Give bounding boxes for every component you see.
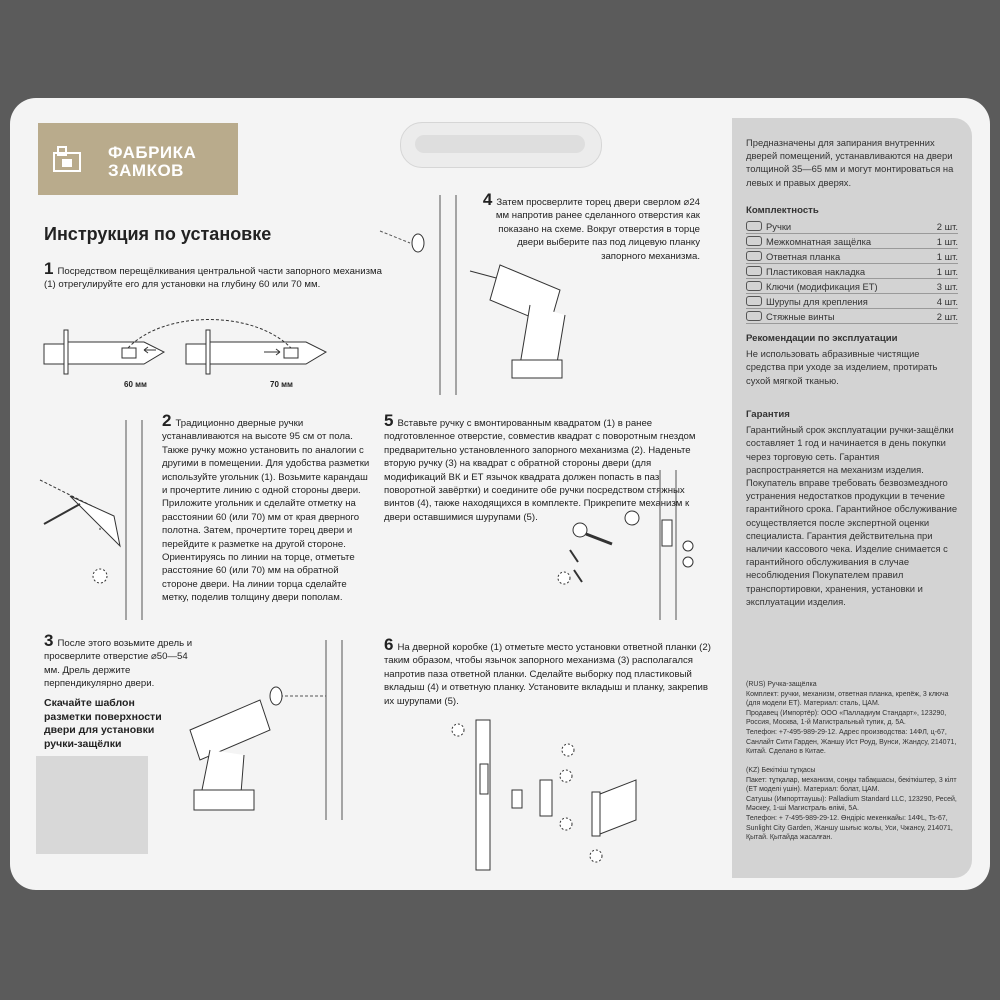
care-title: Рекомендации по эксплуатации	[746, 333, 898, 344]
kit-section	[746, 204, 958, 324]
warranty-title: Гарантия	[746, 409, 790, 420]
hang-hole	[400, 122, 602, 168]
warranty-text: Гарантийный срок эксплуатации ручки-защёлки составляет 1 год и начинается в день покупки через торговую сеть. Гарантия распространяется на механизм изделия. Покупатель вправе требовать безвозмездного устранения недостатков продукции в течение гарантийного срока. Гарантийное обслуживание осуществляется после экспертной оценки специалиста. Гарантия действительна при наличии кассового чека. Изделие снимается с гарантийного обслуживания в случае несоблюдения Покупателем правил транспортировки, хранения, установки и эксплуатации изделия.	[746, 424, 958, 607]
latch-icon	[746, 236, 762, 246]
brand-line1: ФАБРИКА	[108, 143, 197, 162]
kit-title: Комплектность	[746, 205, 819, 216]
step-5-number: 5	[384, 411, 394, 430]
step-4-text: Затем просверлите торец двери сверлом ⌀24 мм напротив ранее сделанного отверстия как показано на схеме. Вокруг отверстия в торце двери выберите паз под лицевую планку запорного механизма.	[495, 197, 700, 262]
download-template-note: Скачайте шаблон разметки поверхности двери для установки ручки-защёлки	[44, 697, 162, 750]
step-6	[384, 635, 714, 708]
qr-placeholder	[36, 756, 148, 854]
kz-legal-text: (KZ) Бекіткіш тұтқасы Пакет: тұтқалар, механизм, соңқы табақшасы, бекіткіштер, 3 кілт (ET моделі үшін). Материал: болат, ЦАМ. Сатушы (Импорттаушы): Palladium Standard LLC, 123290, Ресей, Мәскеу, 1-ші Магистраль өлімі, 5А. Телефон: + 7-495-989-29-12. Өндіріс мекенжайы: 14ФL, Ts-67, Sunlight City Garden, Жаншу шығыс жолы, Уси, Чжансу, 214071, Қытай. Қытайда жасалған.	[746, 767, 957, 842]
kit-row: Стяжные винты 2 шт.	[746, 309, 958, 324]
label-70mm: 70 мм	[270, 380, 293, 389]
step-1-text: Посредством перещёлкивания центральной части запорного механизма (1) отрегулируйте его для установки на глубину 60 или 70 мм.	[44, 266, 382, 291]
kit-list	[746, 219, 958, 324]
drill-door-edge-illustration	[380, 195, 580, 395]
brand-logo	[38, 123, 238, 195]
step-2-text: Традиционно дверные ручки устанавливаются на высоте 95 см от пола. Также ручку можно установить по аналогии с другими в помещении. Для удобства разметки используйте угольник (1). Возьмите карандаш и прочертите линию с одной стороны двери. Приложите угольник и сделайте отметку на расстоянии 60 (или 70) мм от края дверного полотна. Затем, прочертите торец двери и перейдите к разметке на другой стороне. Ориентируясь по линии на торце, отметьте расстояние 60 (или 70) мм на обратной стороне двери. На линии торца сделайте метку, поделив толщину двери пополам.	[162, 418, 370, 604]
kit-row: Ручки 2 шт.	[746, 219, 958, 234]
step-3-text: После этого возьмите дрель и просверлите отверстие ⌀50—54 мм. Дрель держите перпендикулярно двери.	[44, 638, 193, 690]
step-3	[44, 631, 194, 691]
strike-plate-icon	[746, 251, 762, 261]
kit-row: Межкомнатная защёлка 1 шт.	[746, 234, 958, 249]
care-section	[746, 332, 958, 387]
step-6-number: 6	[384, 635, 394, 654]
step-1-number: 1	[44, 259, 54, 278]
step-5-text: Вставьте ручку с вмонтированным квадратом (1) в ранее подготовленное отверстие, совместив квадрат с поворотным гнездом предварительно установленного запорного механизма (2). Наденьте вторую ручку (3) на квадрат с обратной стороны двери (для модификаций ВК и ЕТ язычок квадрата должен попасть в паз поворотной завёртки) и соедините обе ручки посредством стяжных винтов (4), также находящихся в комплекте. Прикрепите механизм к двери оставшимися шурупами (5).	[384, 418, 696, 523]
drill-door-face-illustration	[180, 640, 360, 820]
latch-depth-illustration	[44, 320, 334, 380]
screw-icon	[746, 296, 762, 306]
warranty-section	[746, 408, 958, 608]
plastic-insert-icon	[746, 266, 762, 276]
bolt-icon	[746, 311, 762, 321]
step-1	[44, 259, 384, 292]
marking-square-illustration	[40, 420, 160, 620]
step-2-number: 2	[162, 411, 172, 430]
rus-legal-text: (RUS) Ручка-защёлка Комплект: ручки, механизм, ответная планка, крепёж, 3 ключа (для модели ET). Материал: сталь, ЦАМ. Продавец (Импортёр): ООО «Палладиум Стандарт», 123290, Россия, Москва, 1-й Магистральный тупик, д. 5А. Телефон: +7-495-989-29-12. Адрес производства: 14ФЛ, ц-67, Санлайт Сити Гарден, Жаншу Ист Роуд, Вунси, Жандсу, 214071, Китай. Сделано в Китае.	[746, 681, 957, 756]
label-60mm: 60 мм	[124, 380, 147, 389]
step-6-text: На дверной коробке (1) отметьте место установки ответной планки (2) таким образом, чтобы язычок запорного механизма (3) располагался напротив паза ответной планки. Сделайте выборку под пластиковый вкладыш (4) и ответную планку. Установите вкладыш и планку, закрепив их шурупами (5).	[384, 642, 711, 707]
page-title: Инструкция по установке	[44, 224, 272, 244]
lock-factory-icon	[52, 145, 82, 173]
key-icon	[746, 281, 762, 291]
strike-plate-illustration	[440, 720, 640, 870]
kit-row: Шурупы для крепления 4 шт.	[746, 294, 958, 309]
panel-intro: Предназначены для запирания внутренних дверей помещений, устанавливаются на двери толщиной 35—65 мм и могут монтироваться на левых и правых дверях.	[746, 137, 954, 188]
kit-row: Ключи (модификация ET) 3 шт.	[746, 279, 958, 294]
step-4-number: 4	[482, 190, 493, 209]
step-3-number: 3	[44, 631, 54, 650]
kit-row: Пластиковая накладка 1 шт.	[746, 264, 958, 279]
kit-row: Ответная планка 1 шт.	[746, 249, 958, 264]
step-2	[162, 411, 370, 605]
hang-slot	[415, 135, 585, 153]
brand-line2: ЗАМКОВ	[108, 161, 184, 180]
handle-assembly-illustration	[550, 470, 720, 620]
handle-icon	[746, 221, 762, 231]
care-text: Не использовать абразивные чистящие средства при уходе за изделием, протирать сухой мягкой тканью.	[746, 348, 938, 386]
